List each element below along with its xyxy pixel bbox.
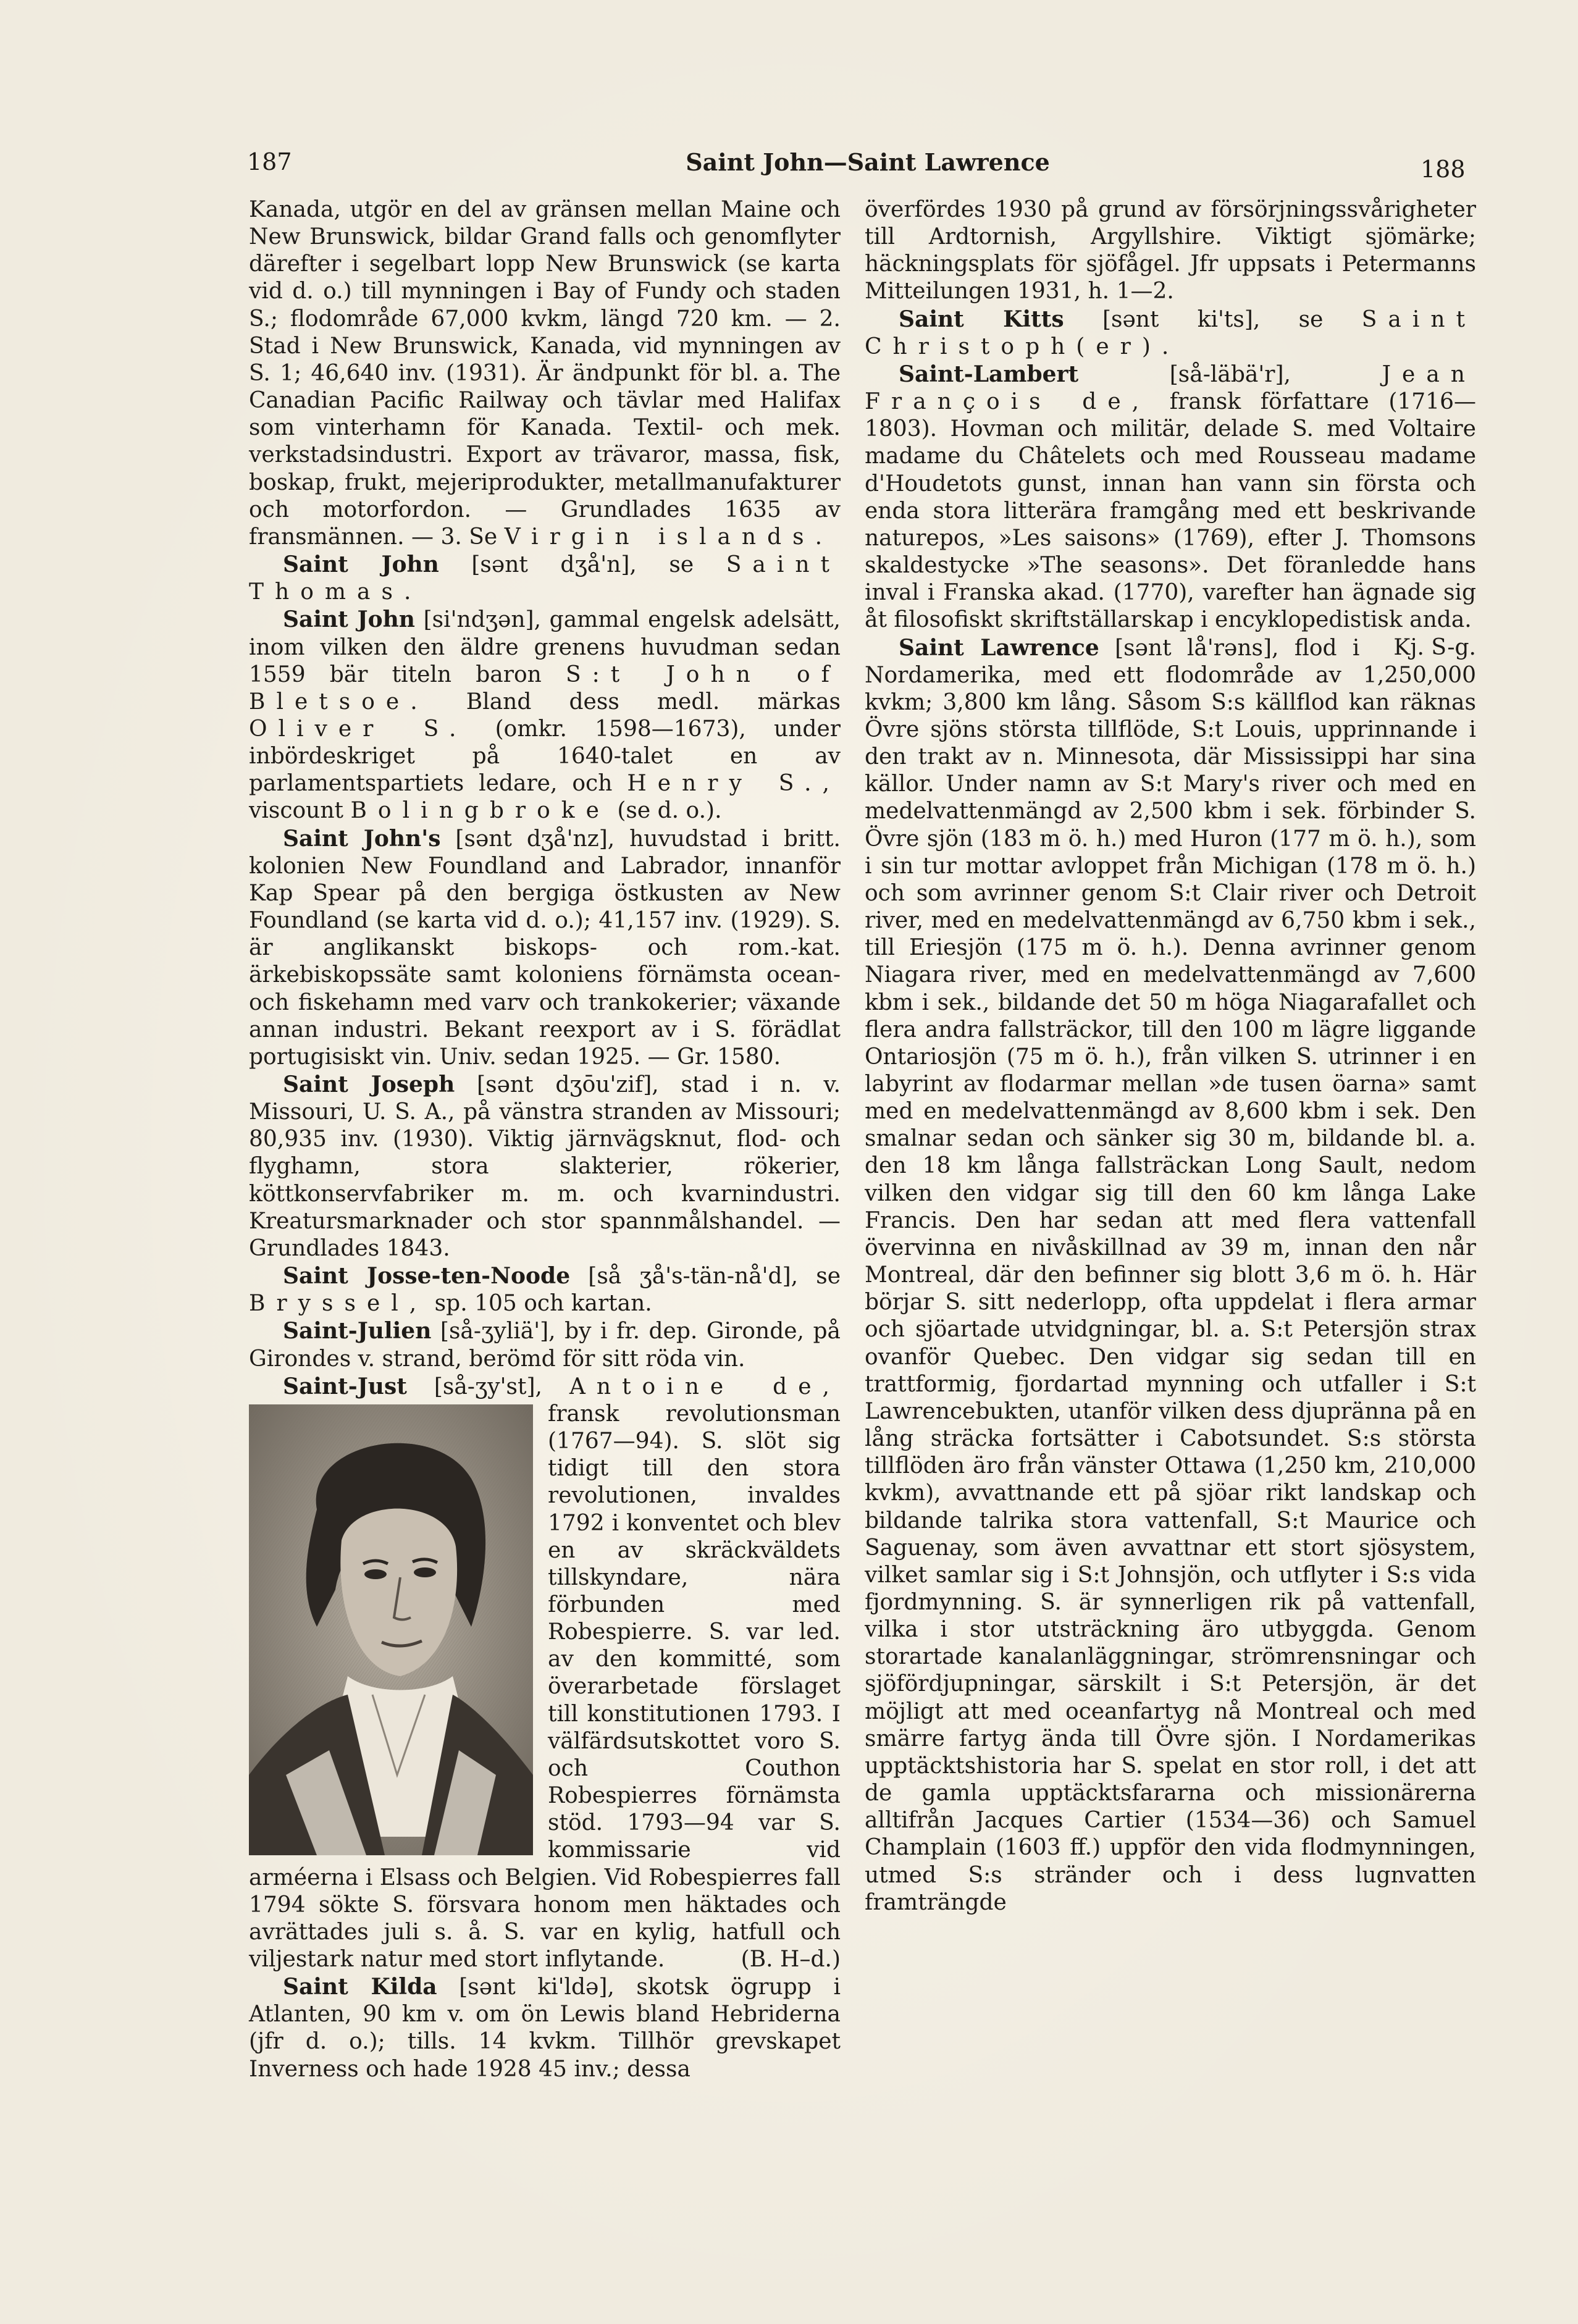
- entry-saint-julien: Saint-Julien [så-ʒyliä'], by i fr. dep. Gironde, på Girondes v. strand, berömd för sitt röda vin.: [249, 1318, 841, 1372]
- entry-saint-johns: Saint John's [sənt dʒå'nz], huvudstad i britt. kolonien New Foundland and Labrador, innanför Kap Spear på den bergiga östkusten av New Foundland (se karta vid d. o.); 41,157 inv. (1929). S. är anglikanskt biskops- och rom.-kat. ärkebiskopssäte samt koloniens förnämsta ocean- och fiskehamn med varv och trankokerier; växande annan industri. Bekant reexport av i S. förädlat portugisiskt vin. Univ. sedan 1925. — Gr. 1580.: [249, 825, 841, 1070]
- entry-headword: Saint Kitts: [899, 306, 1064, 332]
- saint-just-portrait-image: [249, 1404, 533, 1855]
- entry-saint-just: Saint-Just [så-ʒy'st], Antoine de, fransk revolutionsman (1767—94). S. slöt sig tidigt till den stora revolutionen, invaldes 1792 i konventet och blev en av skräckväldets tillskyndare, nära förbunden med Robespierre. S. var led. av den kommitté, som överarbetade förslaget till konstitutionen 1793. I välfärdsutskottet voro S. och Couthon Robespierres förnämsta stöd. 1793—94 var S. kommissarie vid arméerna i Elsass och Belgien. Vid Robespierres fall 1794 sökte S. försvara honom men häktades och avrättades juli s. å. S. var en kylig, hatfull och viljestark natur med stort inflytande. (B. H–d.): [249, 1373, 841, 1973]
- left-column: [249, 196, 841, 2083]
- entry-headword: Saint John: [283, 606, 415, 633]
- entry-saint-josse: Saint Josse-ten-Noode [så ʒå's-tän-nå'd], se Bryssel, sp. 105 och kartan.: [249, 1263, 841, 1317]
- page-number-right: 188: [1421, 156, 1466, 183]
- entry-saint-kilda: Saint Kilda [sənt ki'ldə], skotsk ögrupp i Atlanten, 90 km v. om ön Lewis bland Hebriderna (jfr d. o.); tills. 14 kvkm. Tillhör grevskapet Inverness och hade 1928 45 inv.; dessa: [249, 1974, 841, 2082]
- entry-saint-lambert: Saint-Lambert [så-läbä'r], Jean François de, fransk författare (1716—1803). Hovman och militär, delade S. med Voltaire madame du Châtelets och med Rousseau madame d'Houdetots gunst, innan han vann sin första och enda stora litterära framgång med ett beskrivande naturepos, »Les saisons» (1769), efter J. Thomsons skaldestycke »The seasons». Det föranledde hans inval i Franska akad. (1770), varefter han ägnade sig åt filosofiskt skriftställarskap i encyklopedistisk anda. Kj. S-g.: [865, 361, 1476, 634]
- page-number-left: 187: [247, 148, 292, 175]
- entry-headword: Saint Josse-ten-Noode: [283, 1263, 571, 1290]
- entry-headword: Saint Kilda: [283, 1974, 437, 2000]
- entry-headword: Saint John: [283, 552, 439, 578]
- entry-saint-kilda-cont: överfördes 1930 på grund av försörjningssvårigheter till Ardtornish, Argyllshire. Viktigt sjömärke; häckningsplats för sjöfågel. Jfr uppsats i Petermanns Mitteilungen 1931, h. 1—2.: [865, 197, 1476, 304]
- running-title: Saint John—Saint Lawrence: [686, 148, 1050, 176]
- entry-saint-kitts: Saint Kitts [sənt ki'ts], se Saint Christoph(er).: [865, 306, 1476, 359]
- entry-headword: Saint Lawrence: [899, 634, 1099, 661]
- entry-saint-john-2: Saint John [si'ndʒən], gammal engelsk adelsätt, inom vilken den äldre grenens huvudman sedan 1559 bär titeln baron S:t John of Bletsoe. Bland dess medl. märkas Oliver S. (omkr. 1598—1673), under inbördeskriget på 1640-talet en av parlamentspartiets ledare, och Henry S., viscount Bolingbroke (se d. o.).: [249, 606, 841, 824]
- right-column: [865, 196, 1476, 1916]
- entry-headword: Saint Joseph: [283, 1072, 455, 1097]
- entry-saint-lawrence: Saint Lawrence [sənt lå'rəns], flod i Nordamerika, med ett flodområde av 1,250,000 kvkm; 3,800 km lång. Såsom S:s källflod kan räknas Övre sjöns största tillflöde, S:t Louis, upprinnande i den trakt av n. Minnesota, där Mississippi har sina källor. Under namn av S:t Mary's river och med en medelvattenmängd av 2,500 kbm i sek. förbinder S. Övre sjön (183 m ö. h.) med Huron (177 m ö. h.), som i sin tur mottar avloppet från Michigan (178 m ö. h.) och som avrinner genom S:t Clair river och Detroit river, med en medelvattenmängd av 6,750 kbm i sek., till Eriesjön (175 m ö. h.). Denna avrinner genom Niagara river, med en medelvattenmängd av 7,600 kbm i sek., bildande det 50 m höga Niagarafallet och flera andra fallsträckor, till den 100 m lägre liggande Ontariosjön (75 m ö. h.), från vilken S. utrinner i en labyrint av flodarmar mellan »de tusen öarna» samt med en medelvattenmängd av 8,600 kbm i sek. Den smalnar sedan och sänker sig 30 m, bildande bl. a. den 18 km långa fallsträckan Long Sault, nedom vilken den vidgar sig till den 60 km långa Lake Francis. Den har sedan att med flera vattenfall övervinna en nivåskillnad av 39 m, innan den når Montreal, där den befinner sig blott 3,6 m ö. h. Här börjar S. sitt nederlopp, ofta uppdelat i flera armar och sjöartade utvidgningar, bl. a. S:t Petersjön strax ovanför Quebec. Den vidgar sig sedan till en trattformig, fjordartad mynning och utfaller i S:t Lawrencebukten, utanför vilken dess djupränna på en lång sträcka fortsätter i Cabotsundet. S:s största tillflöden äro från vänster Ottawa (1,250 km, 210,000 kvkm), avvattnande ett på sjöar rikt landskap och bildande talrika stora vattenfall, S:t Maurice och Saguenay, som även avvattnar ett stort sjösystem, vilket samlar sig i S:t Johnsjön, och utflyter i S:s vida fjordmynning. S. är synnerligen rik på vattenfall, vilka i stor utsträckning äro utbyggda. Genom storartade kanalanläggningar, strömrensningar och sjöfördjupningar, särskilt i S:t Petersjön, är det möjligt att med oceanfartyg nå Montreal och med smärre fartyg ända till Övre sjön. I Nordamerikas upptäcktshistoria har S. spelat en stor roll, i det att de gamla upptäcktsfararna och missionärerna alltifrån Jacques Cartier (1534—36) och Samuel Champlain (1603 ff.) uppför den vida flodmynningen, utmed S:s stränder och i dess lugnvatten framträngde: [865, 634, 1476, 1915]
- entry-headword: Saint-Julien: [283, 1318, 432, 1344]
- entry-headword: Saint John's: [283, 825, 441, 852]
- author-signature: Kj. S-g.: [1393, 634, 1476, 660]
- entry-headword: Saint-Just: [283, 1373, 407, 1399]
- entry-headword: Saint-Lambert: [899, 361, 1079, 387]
- entry-saint-john-1: Saint John [sənt dʒå'n], se Saint Thomas.: [249, 552, 841, 605]
- entry-saint-john-river-cont: Kanada, utgör en del av gränsen mellan Maine och New Brunswick, bildar Grand falls och genomflyter därefter i segelbart lopp New Brunswick (se karta vid d. o.) till mynningen i Bay of Fundy och staden S.; flodområde 67,000 kvkm, längd 720 km. — 2. Stad i New Brunswick, Kanada, vid mynningen av S. 1; 46,640 inv. (1931). Är ändpunkt för bl. a. The Canadian Pacific Railway och tävlar med Halifax som vinterhamn för Kanada. Textil- och mek. verkstadsindustri. Export av trävaror, massa, fisk, boskap, frukt, mejeriprodukter, metallmanufakturer och motorfordon. — Grundlades 1635 av fransmännen. — 3. Se Virgin islands.: [249, 197, 841, 550]
- author-signature: (B. H–d.): [741, 1947, 841, 1972]
- entry-saint-joseph: Saint Joseph [sənt dʒōu'zif], stad i n. v. Missouri, U. S. A., på vänstra stranden av Missouri; 80,935 inv. (1930). Viktig järnvägsknut, flod- och flyghamn, stora slakterier, rökerier, köttkonservfabriker m. m. och kvarnindustri. Kreatursmarknader och stor spannmålshandel. — Grundlades 1843.: [249, 1072, 841, 1261]
